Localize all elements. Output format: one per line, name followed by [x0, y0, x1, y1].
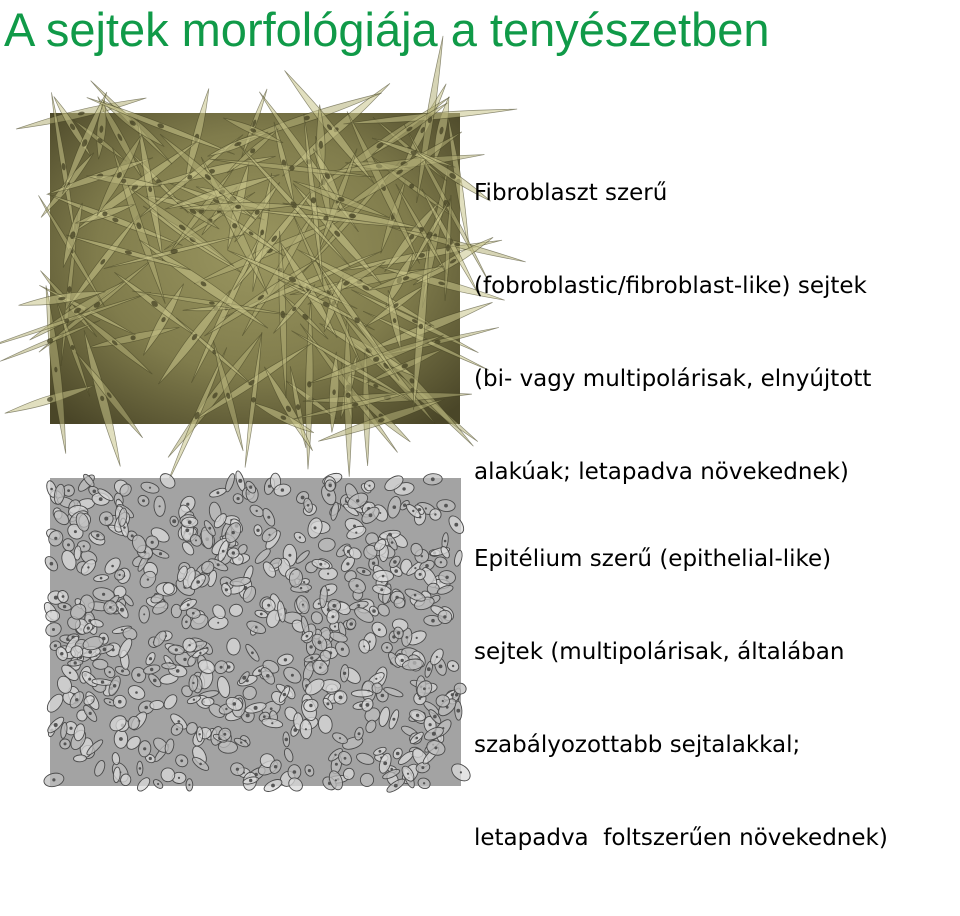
caption-line: letapadva foltszerűen növekednek) [474, 825, 888, 851]
caption-line: Epitélium szerű (epithelial-like) [474, 546, 832, 572]
epithelial-cells-drawing [50, 478, 461, 786]
epithelial-micrograph [50, 478, 461, 786]
caption-line: (bi- vagy multipolárisak, elnyújtott [474, 366, 872, 392]
slide-title: A sejtek morfológiája a tenyészetben [4, 3, 770, 56]
epithelial-caption [474, 482, 888, 916]
caption-line: alakúak; letapadva növekednek) [474, 459, 849, 485]
caption-line: Fibroblaszt szerű [474, 180, 668, 206]
fibroblast-cells-drawing [50, 113, 460, 424]
caption-line: sejtek (multipolárisak, általában [474, 639, 845, 665]
fibroblast-micrograph [50, 113, 460, 424]
caption-line: szabályozottabb sejtalakkal; [474, 732, 801, 758]
caption-line: (fobroblastic/fibroblast-like) sejtek [474, 273, 867, 299]
